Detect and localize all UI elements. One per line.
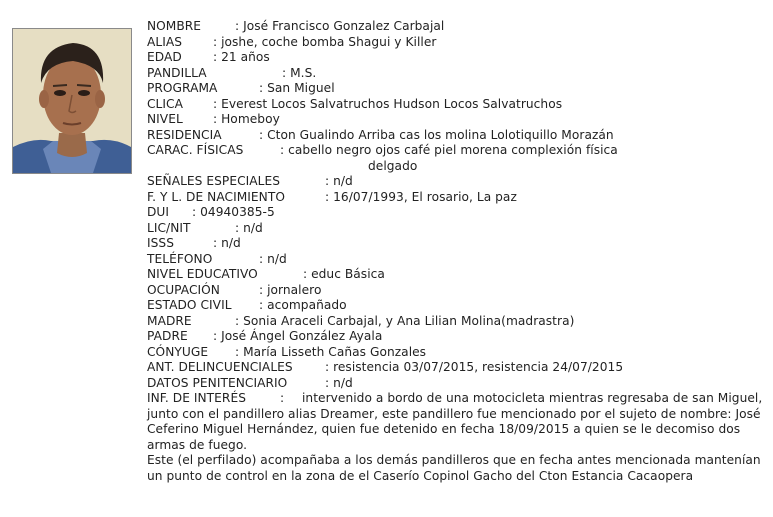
field-ant-delincuenciales <box>147 360 767 376</box>
field-label: EDAD <box>147 50 182 64</box>
field-value: María Lisseth Cañas Gonzales <box>243 344 427 359</box>
field-label: ISSS <box>147 236 175 250</box>
field-programa <box>147 81 767 97</box>
field-label: PANDILLA <box>147 65 207 80</box>
field-separator: : <box>192 205 201 219</box>
field-separator: : <box>213 236 222 250</box>
field-label: RESIDENCIA <box>147 127 222 142</box>
field-label: DATOS PENITENCIARIO <box>147 375 288 390</box>
field-value: Sonia Araceli Carbajal, y Ana Lilian Molina(madrastra) <box>243 313 575 328</box>
field-separator: : <box>325 360 334 374</box>
field-separator: : <box>235 19 244 33</box>
field-label: MADRE <box>147 313 192 328</box>
field-value: Everest Locos Salvatruchos Hudson Locos Salvatruchos <box>221 96 563 111</box>
field-telefono <box>147 252 767 268</box>
field-separator: : <box>235 344 244 359</box>
field-edad <box>147 50 767 66</box>
field-ocupacion <box>147 283 767 299</box>
field-label: INF. DE INTERÉS <box>147 391 246 405</box>
field-nivel <box>147 112 767 128</box>
field-separator: : <box>259 282 268 297</box>
field-label: LIC/NIT <box>147 220 191 235</box>
field-label: NIVEL EDUCATIVO <box>147 267 258 281</box>
field-value: Cton Gualindo Arriba cas los molina Lolotiquillo Morazán <box>267 127 614 142</box>
field-datos-penitenciario <box>147 376 767 392</box>
field-lic-nit <box>147 221 767 237</box>
field-label: CARAC. FÍSICAS <box>147 143 244 157</box>
field-label: ESTADO CIVIL <box>147 298 232 312</box>
field-label: CÓNYUGE <box>147 344 209 359</box>
subject-photo <box>12 28 132 174</box>
field-label: NOMBRE <box>147 19 202 33</box>
field-conyuge <box>147 345 767 361</box>
field-value: jornalero <box>267 282 322 297</box>
field-separator: : <box>280 143 289 157</box>
field-madre <box>147 314 767 330</box>
field-label: NIVEL <box>147 112 183 126</box>
field-alias <box>147 35 767 51</box>
field-value: n/d <box>267 251 287 266</box>
field-label: SEÑALES ESPECIALES <box>147 174 281 188</box>
field-separator: : <box>282 65 291 80</box>
field-label: PADRE <box>147 329 188 343</box>
field-padre <box>147 329 767 345</box>
profile-record <box>147 19 767 484</box>
field-separator: : <box>259 298 268 312</box>
field-separator: : <box>325 375 334 390</box>
field-separator: : <box>280 391 285 405</box>
field-pandilla <box>147 66 767 82</box>
field-separator: : <box>235 220 244 235</box>
field-nivel-educativo <box>147 267 767 283</box>
field-value: cabello negro ojos café piel morena complexión física <box>288 143 618 157</box>
field-value: educ Básica <box>311 267 385 281</box>
field-value: acompañado <box>267 298 347 312</box>
field-label: ALIAS <box>147 34 183 49</box>
field-dui <box>147 205 767 221</box>
interes-text-line: un punto de control en la zona de el Caserío Copinol Gacho del Cton Estancia Cacaopera <box>147 468 694 483</box>
field-carac-fisicas <box>147 143 767 159</box>
field-value: San Miguel <box>267 81 335 95</box>
field-nombre <box>147 19 767 35</box>
field-value: José Francisco Gonzalez Carbajal <box>243 19 445 33</box>
interes-text-line: junto con el pandillero alias Dreamer, este pandillero fue mencionado por el sujeto de nombre: José <box>147 406 761 421</box>
field-residencia <box>147 128 767 144</box>
field-separator: : <box>325 174 334 188</box>
field-separator: : <box>303 267 312 281</box>
field-label: CLICA <box>147 96 183 111</box>
field-value: n/d <box>333 375 353 390</box>
field-value: resistencia 03/07/2015, resistencia 24/07/2015 <box>333 360 624 374</box>
field-label: F. Y L. DE NACIMIENTO <box>147 189 285 204</box>
field-separator: : <box>213 34 222 49</box>
field-separator: : <box>325 189 334 204</box>
field-separator: : <box>213 96 222 111</box>
field-value-continuation: delgado <box>368 158 418 173</box>
field-separator: : <box>259 251 268 266</box>
field-isss <box>147 236 767 252</box>
field-inf-interes <box>147 391 767 407</box>
field-value: 21 años <box>221 50 270 64</box>
field-value: José Ángel González Ayala <box>221 329 383 343</box>
interes-text-line: Este (el perfilado) acompañaba a los demás pandilleros que en fecha antes mencionada mantenían <box>147 453 761 467</box>
field-separator: : <box>213 50 222 64</box>
field-label: DUI <box>147 205 170 219</box>
field-value: n/d <box>243 220 263 235</box>
field-senales-especiales <box>147 174 767 190</box>
field-value: 04940385-5 <box>200 205 275 219</box>
field-value: 16/07/1993, El rosario, La paz <box>333 189 517 204</box>
field-estado-civil <box>147 298 767 314</box>
field-fecha-lugar-nacimiento <box>147 190 767 206</box>
field-separator: : <box>213 112 222 126</box>
field-value: joshe, coche bomba Shagui y Killer <box>221 34 437 49</box>
field-separator: : <box>259 81 268 95</box>
field-value: intervenido a bordo de una motocicleta mientras regresaba de san Miguel, <box>302 391 763 405</box>
field-label: PROGRAMA <box>147 81 218 95</box>
interes-text-line: armas de fuego. <box>147 437 248 452</box>
field-clica <box>147 97 767 113</box>
field-separator: : <box>235 313 244 328</box>
field-value: n/d <box>221 236 241 250</box>
field-separator: : <box>259 127 268 142</box>
field-value: n/d <box>333 174 353 188</box>
interes-text-line: Ceferino Miguel Hernández, quien fue detenido en fecha 18/09/2015 a quien se le decomiso dos <box>147 422 741 436</box>
field-value: M.S. <box>290 65 317 80</box>
field-separator: : <box>213 329 222 343</box>
field-value: Homeboy <box>221 112 280 126</box>
field-label: OCUPACIÓN <box>147 282 220 297</box>
field-label: TELÉFONO <box>147 251 213 266</box>
field-label: ANT. DELINCUENCIALES <box>147 360 293 374</box>
